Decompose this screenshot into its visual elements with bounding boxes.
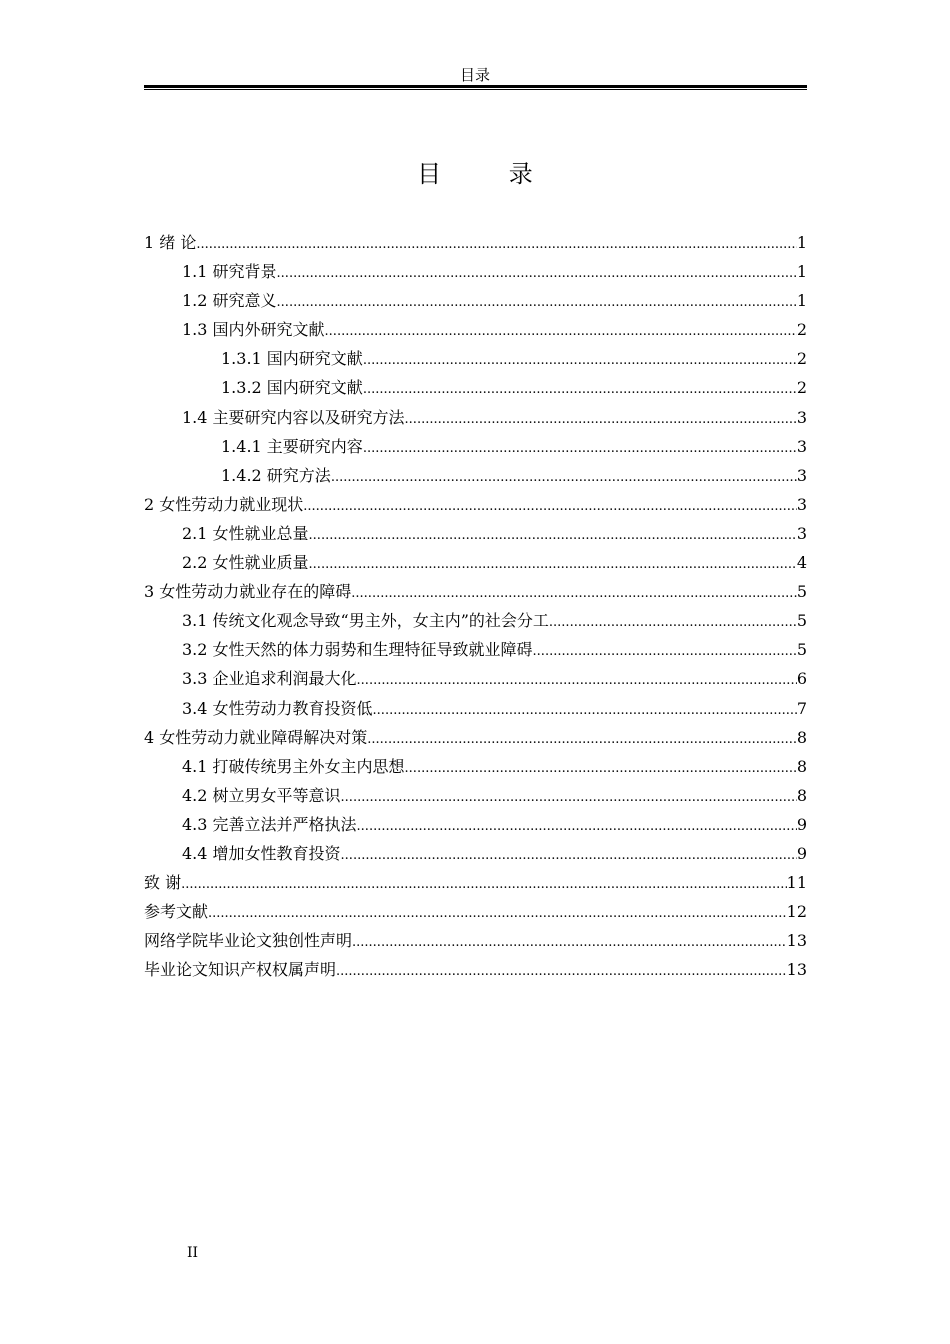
toc-entry-page-number: 13 <box>786 960 807 980</box>
running-header: 目录 <box>459 66 490 84</box>
toc-entry[interactable] <box>144 548 807 577</box>
toc-entry[interactable] <box>144 781 807 810</box>
toc-entry-page-number: 2 <box>796 320 807 340</box>
toc-entry-label: 1.3.1 国内研究文献 <box>221 349 363 369</box>
toc-entry-label: 网络学院毕业论文独创性声明 <box>144 931 353 951</box>
toc-dot-leader <box>533 637 797 666</box>
toc-entry-page-number: 6 <box>796 669 807 689</box>
toc-dot-leader <box>303 492 797 521</box>
toc-entry[interactable] <box>144 926 807 955</box>
toc-dot-leader <box>367 725 797 754</box>
toc-dot-leader <box>357 666 797 695</box>
toc-dot-leader <box>405 754 797 783</box>
toc-entry-page-number: 3 <box>796 523 807 543</box>
toc-entry-label: 4.3 完善立法并严格执法 <box>182 814 357 834</box>
toc-entry[interactable] <box>144 228 807 257</box>
toc-entry-page-number: 3 <box>796 407 807 427</box>
toc-entry-label: 1.1 研究背景 <box>182 262 277 282</box>
toc-dot-leader <box>309 521 797 550</box>
toc-entry-page-number: 8 <box>796 756 807 776</box>
toc-entry-page-number: 5 <box>796 611 807 631</box>
toc-entry-page-number: 7 <box>796 698 807 718</box>
page-number: II <box>187 1245 199 1261</box>
toc-entry-page-number: 13 <box>786 931 807 951</box>
toc-entry[interactable] <box>144 373 807 402</box>
toc-entry-page-number: 1 <box>796 291 807 311</box>
toc-entry-label: 致 谢 <box>144 873 182 893</box>
toc-entry-page-number: 2 <box>796 349 807 369</box>
toc-entry[interactable] <box>144 577 807 606</box>
toc-entry-label: 3.4 女性劳动力教育投资低 <box>182 698 373 718</box>
toc-entry[interactable] <box>144 432 807 461</box>
toc-entry-label: 4.1 打破传统男主外女主内思想 <box>182 756 405 776</box>
toc-entry[interactable] <box>144 694 807 723</box>
toc-entry[interactable] <box>144 723 807 752</box>
toc-entry-label: 4.4 增加女性教育投资 <box>182 843 341 863</box>
toc-entry[interactable] <box>144 315 807 344</box>
toc-entry-label: 4.2 树立男女平等意识 <box>182 785 341 805</box>
toc-entry-page-number: 8 <box>796 727 807 747</box>
toc-entry[interactable] <box>144 286 807 315</box>
toc-dot-leader <box>549 608 797 637</box>
toc-entry[interactable] <box>144 752 807 781</box>
toc-dot-leader <box>277 259 797 288</box>
toc-entry-page-number: 3 <box>796 436 807 456</box>
toc-title: 目 录 <box>417 160 563 188</box>
toc-entry-page-number: 9 <box>796 843 807 863</box>
toc-dot-leader <box>351 579 797 608</box>
toc-dot-leader <box>336 957 787 986</box>
toc-entry-label: 3 女性劳动力就业存在的障碍 <box>144 582 352 602</box>
toc-entry-page-number: 3 <box>796 494 807 514</box>
toc-dot-leader <box>196 230 796 259</box>
toc-dot-leader <box>181 870 787 899</box>
toc-entry-label: 1.4.2 研究方法 <box>221 465 331 485</box>
toc-entry-page-number: 5 <box>796 640 807 660</box>
toc-entry-label: 1.4.1 主要研究内容 <box>221 436 363 456</box>
toc-entry[interactable] <box>144 344 807 373</box>
toc-dot-leader <box>363 346 797 375</box>
toc-dot-leader <box>341 783 797 812</box>
toc-entry-label: 1.3 国内外研究文献 <box>182 320 325 340</box>
toc-entry-page-number: 5 <box>796 582 807 602</box>
toc-entry[interactable] <box>144 635 807 664</box>
toc-entry-label: 1 绪 论 <box>144 233 197 252</box>
toc-entry[interactable] <box>144 810 807 839</box>
toc-dot-leader <box>331 463 797 492</box>
toc-entry[interactable] <box>144 664 807 693</box>
toc-entry[interactable] <box>144 955 807 984</box>
toc-dot-leader <box>363 434 797 463</box>
toc-dot-leader <box>208 899 787 928</box>
toc-entry-page-number: 2 <box>796 378 807 398</box>
header-rule-thick <box>144 85 807 88</box>
toc-dot-leader <box>352 928 787 957</box>
toc-entry-label: 1.4 主要研究内容以及研究方法 <box>182 407 405 427</box>
toc-entry-page-number: 11 <box>786 873 807 893</box>
toc-dot-leader <box>277 288 797 317</box>
toc-entry[interactable] <box>144 839 807 868</box>
toc-dot-leader <box>325 317 797 346</box>
toc-entry-label: 3.1 传统文化观念导致“男主外，女主内”的社会分工 <box>182 611 549 631</box>
toc-dot-leader <box>341 841 797 870</box>
toc-dot-leader <box>357 812 797 841</box>
toc-entry[interactable] <box>144 606 807 635</box>
toc-entry-label: 2.1 女性就业总量 <box>182 523 309 543</box>
toc-entry-page-number: 1 <box>796 233 807 252</box>
toc-dot-leader <box>373 696 797 725</box>
toc-entry-label: 1.2 研究意义 <box>182 291 277 311</box>
toc-entry-label: 2 女性劳动力就业现状 <box>144 494 304 514</box>
toc-entry[interactable] <box>144 461 807 490</box>
toc-entry[interactable] <box>144 519 807 548</box>
toc-entry[interactable] <box>144 897 807 926</box>
toc-entry-page-number: 1 <box>796 262 807 282</box>
toc-entry-label: 3.2 女性天然的体力弱势和生理特征导致就业障碍 <box>182 640 533 660</box>
header-rule-thin <box>144 89 807 90</box>
toc-entry-label: 3.3 企业追求利润最大化 <box>182 669 357 689</box>
toc-entry-label: 2.2 女性就业质量 <box>182 553 309 573</box>
toc-entry-page-number: 4 <box>796 553 807 573</box>
toc-entry[interactable] <box>144 490 807 519</box>
toc-entry-page-number: 8 <box>796 785 807 805</box>
toc-dot-leader <box>363 375 797 404</box>
toc-entry-label: 4 女性劳动力就业障碍解决对策 <box>144 727 368 747</box>
table-of-contents <box>144 228 807 984</box>
toc-entry[interactable] <box>144 403 807 432</box>
toc-entry-label: 毕业论文知识产权权属声明 <box>144 960 337 980</box>
toc-entry[interactable] <box>144 257 807 286</box>
toc-entry-label: 1.3.2 国内研究文献 <box>221 378 363 398</box>
toc-entry-label: 参考文献 <box>144 902 209 922</box>
toc-entry-page-number: 9 <box>796 814 807 834</box>
toc-entry[interactable] <box>144 868 807 897</box>
toc-entry-page-number: 12 <box>786 902 807 922</box>
toc-dot-leader <box>405 405 797 434</box>
toc-entry-page-number: 3 <box>796 465 807 485</box>
toc-dot-leader <box>309 550 797 579</box>
